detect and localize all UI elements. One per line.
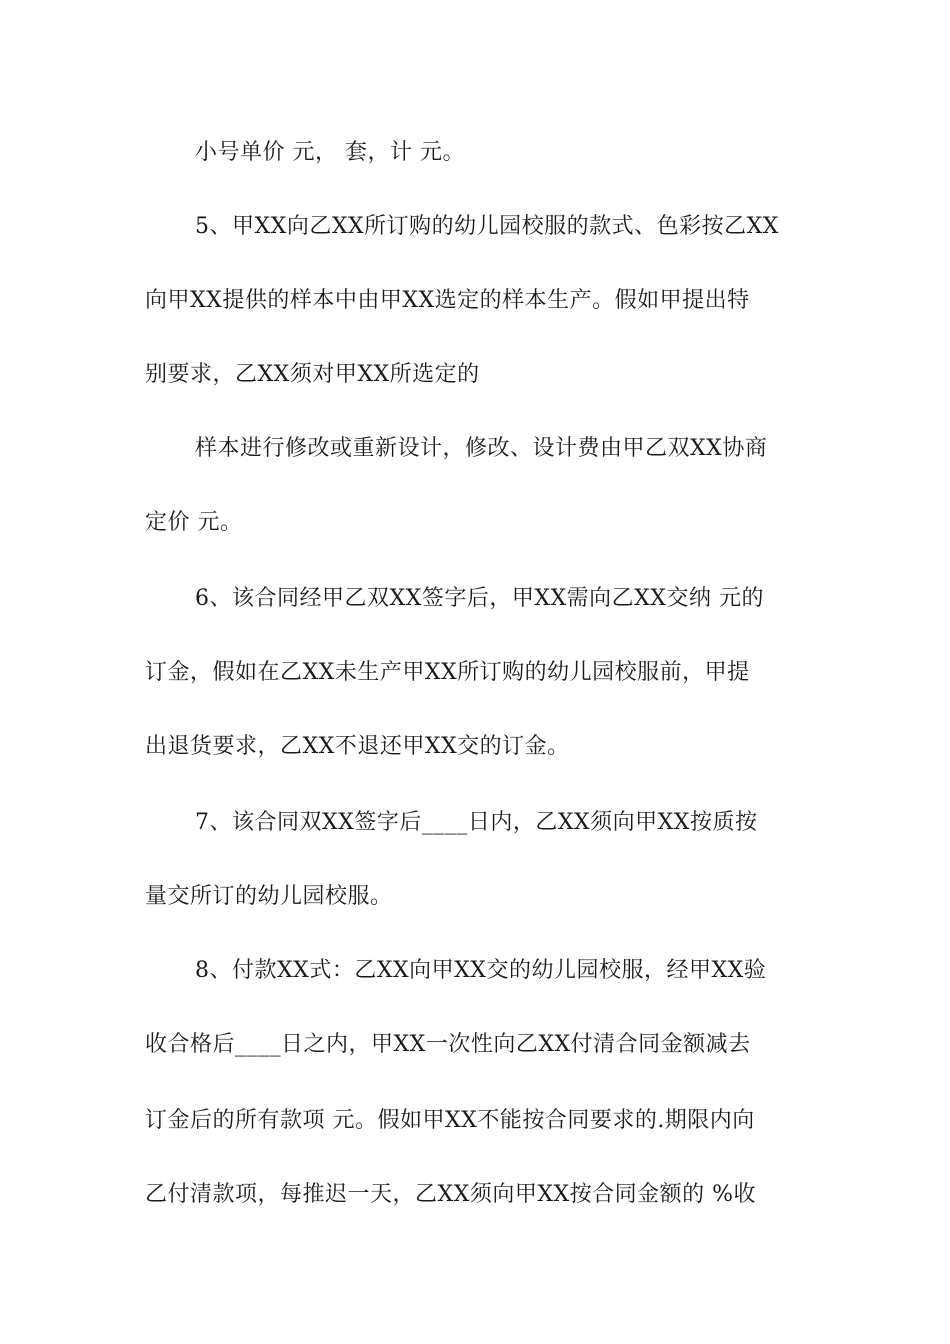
text-line: 6、该合同经甲乙双XX签字后，甲XX需向乙XX交纳 元的 bbox=[195, 586, 764, 611]
text-line: 订金，假如在乙XX未生产甲XX所订购的幼儿园校服前，甲提 bbox=[145, 660, 750, 685]
text-line: 5、甲XX向乙XX所订购的幼儿园校服的款式、色彩按乙XX bbox=[195, 214, 779, 239]
text-line: 7、该合同双XX签字后____日内，乙XX须向甲XX按质按 bbox=[195, 810, 758, 835]
text-line: 量交所订的幼儿园校服。 bbox=[145, 884, 393, 909]
text-line: 乙付清款项，每推迟一天，乙XX须向甲XX按合同金额的 %收 bbox=[145, 1182, 757, 1207]
text-line: 别要求，乙XX须对甲XX所选定的 bbox=[145, 362, 480, 387]
text-line: 8、付款XX式：乙XX向甲XX交的幼儿园校服，经甲XX验 bbox=[195, 958, 767, 983]
text-line: 订金后的所有款项 元。假如甲XX不能按合同要求的.期限内向 bbox=[145, 1108, 755, 1133]
text-line: 收合格后____日之内，甲XX一次性向乙XX付清合同金额减去 bbox=[145, 1032, 751, 1057]
text-line: 样本进行修改或重新设计，修改、设计费由甲乙双XX协商 bbox=[195, 436, 768, 461]
text-line: 向甲XX提供的样本中由甲XX选定的样本生产。假如甲提出特 bbox=[145, 288, 750, 313]
text-line: 定价 元。 bbox=[145, 510, 243, 535]
text-line: 出退货要求，乙XX不退还甲XX交的订金。 bbox=[145, 734, 570, 759]
text-line: 小号单价 元， 套，计 元。 bbox=[195, 140, 465, 165]
